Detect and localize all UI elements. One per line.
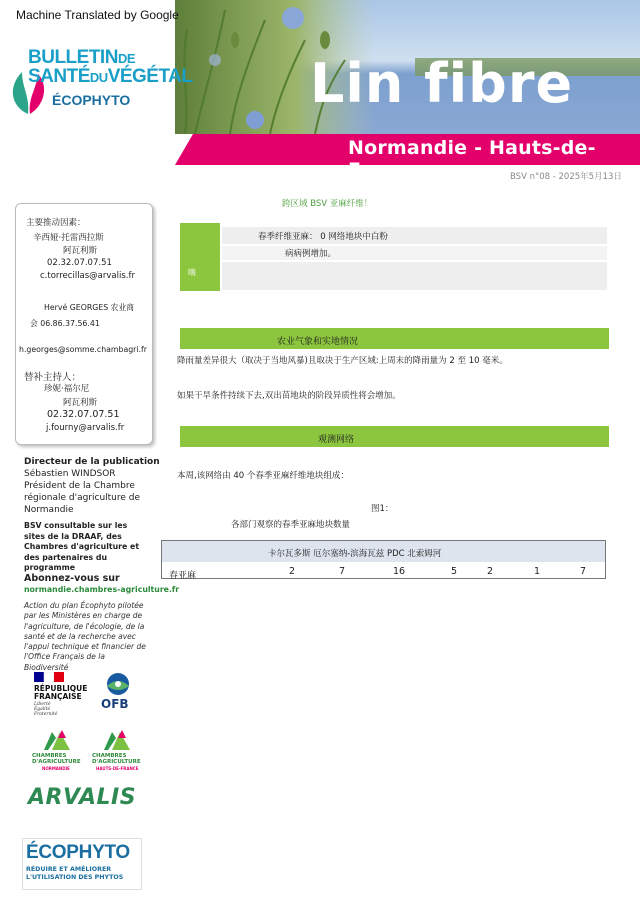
ofb-emblem-icon <box>103 672 133 696</box>
logo-text-sante: SANTÉDUVÉGÉTAL <box>28 66 193 87</box>
ecophyto-tagline: L'UTILISATION DES PHYTOS <box>26 874 124 881</box>
summary-text: 春季纤维亚麻： 0 网络地块中白粉 <box>258 232 388 242</box>
director-line: Normandie <box>24 505 74 515</box>
figure-label: 图1： <box>371 504 394 514</box>
substitute-email[interactable]: j.fourny@arvalis.fr <box>46 423 125 433</box>
chambres-text: D'AGRICULTURE <box>92 759 141 765</box>
summary-text: 病病例增加。 <box>285 249 337 259</box>
substitute-org: 阿瓦利斯 <box>63 398 98 408</box>
cross-region-heading: 跨区域 BSV 亚麻纤维！ <box>282 199 373 209</box>
promoter-phone: 02.32.07.07.51 <box>47 258 112 268</box>
chambres-emblem-icon <box>42 728 72 752</box>
table-cell: 16 <box>393 566 406 577</box>
chambres-text: CHAMBRES <box>32 753 67 759</box>
paragraph: 如果干旱条件持续下去,双出苗地块的阶段异质性将会增加。 <box>177 391 401 401</box>
table-cell: 1 <box>534 566 541 577</box>
substitute-label: 替补主持人： <box>24 372 82 383</box>
subscribe-title: Abonnez-vous sur <box>24 573 120 584</box>
substitute-phone: 02.32.07.07.51 <box>47 409 120 420</box>
chambres-region: HAUTS-DE-FRANCE <box>96 766 139 771</box>
section-bar-agrometeo <box>180 328 609 349</box>
director-line: Sébastien WINDSOR <box>24 469 116 479</box>
chambres-emblem-icon <box>102 728 132 752</box>
main-promoter-label: 主要推动因素： <box>26 218 86 228</box>
table-cell: 2 <box>289 566 296 577</box>
rf-motto: Fraternité <box>34 712 58 717</box>
machine-translation-label: Machine Translated by Google <box>16 8 179 22</box>
chambres-text: CHAMBRES <box>92 753 127 759</box>
chambres-agriculture-normandie-logo <box>28 728 90 776</box>
promoter-name: 辛西娅·托雷西拉斯 <box>33 233 104 243</box>
director-line: Président de la Chambre <box>24 481 135 491</box>
section-title-agrometeo: 农业气象和实地情况 <box>277 337 359 347</box>
marianne-icon <box>34 672 64 682</box>
ecophyto-tagline: RÉDUIRE ET AMÉLIORER <box>26 866 112 873</box>
bsv-number-date: BSV n°08 - 2025年5月13日 <box>510 172 622 182</box>
table-cell: 2 <box>487 566 494 577</box>
ofb-logo <box>96 672 140 720</box>
substitute-name: 珍妮·福尔尼 <box>44 384 90 394</box>
chambres-text: D'AGRICULTURE <box>32 759 81 765</box>
summary-row <box>222 246 607 260</box>
table-cell: 5 <box>451 566 458 577</box>
second-contact-email[interactable]: h.georges@somme.chambagri.fr <box>19 345 147 354</box>
paragraph: 本周,该网络由 40 个春季亚麻纤维地块组成： <box>177 471 349 481</box>
ecophyto-logo-text: ÉCOPHYTO <box>26 842 130 863</box>
ecophyto-action-text: Action du plan Écophyto pilotée par les Ministères en charge de l'agriculture, de l'écologie, de la santé et de la recherche avec l'appui technique et financier de l'Office Français de la Biodiversité <box>24 601 146 672</box>
paragraph: 降雨量差异很大（取决于当地风暴)且取决于生产区域:上周末的降雨量为 2 至 10 毫米。 <box>177 356 508 366</box>
table-row-label: 春亚麻 <box>169 571 197 581</box>
rf-line2: FRANÇAISE <box>34 692 82 701</box>
republique-francaise-logo <box>30 672 86 720</box>
section-bar-network <box>180 426 609 447</box>
summary-label: 嗨 <box>188 268 196 277</box>
promoter-org: 阿瓦利斯 <box>63 246 98 256</box>
promoter-email[interactable]: c.torrecillas@arvalis.fr <box>40 271 135 281</box>
director-line: régionale d'agriculture de <box>24 493 141 503</box>
section-title-network: 观测网络 <box>318 435 355 445</box>
logo-text-ecophyto: ÉCOPHYTO <box>52 92 131 108</box>
region-title: Normandie - Hauts-de-France <box>348 137 596 181</box>
arvalis-logo: ARVALIS <box>28 785 137 810</box>
page-title: Lin fibre <box>310 52 574 115</box>
rf-motto: Liberté <box>34 702 51 707</box>
subscribe-link[interactable]: normandie.chambres-agriculture.fr <box>24 585 180 594</box>
chambres-agriculture-hdf-logo <box>88 728 150 776</box>
rf-line1: RÉPUBLIQUE <box>34 684 88 693</box>
director-title: Directeur de la publication <box>24 457 160 467</box>
bsv-consult-note: BSV consultable sur les sites de la DRAAF, des Chambres d'agriculture et des partenaires du programme <box>24 521 140 572</box>
figure-caption: 各部门观察的春季亚麻地块数量 <box>231 520 351 530</box>
rf-motto: Égalité <box>34 707 51 712</box>
logo-text-bulletin: BULLETINDE <box>28 47 135 68</box>
chambres-region: NORMANDIE <box>42 766 70 771</box>
table-header-text: 卡尔瓦多斯 厄尔塞纳-滨海瓦兹 PDC 北索姆河 <box>268 549 442 559</box>
summary-marker <box>180 223 220 291</box>
second-contact-name: Hervé GEORGES 农业商 <box>44 303 135 312</box>
table-cell: 7 <box>339 566 346 577</box>
ofb-text: OFB <box>101 697 129 711</box>
second-contact-phone: 会 06.86.37.56.41 <box>30 319 100 328</box>
table-cell: 7 <box>580 566 587 577</box>
summary-row <box>222 262 607 290</box>
